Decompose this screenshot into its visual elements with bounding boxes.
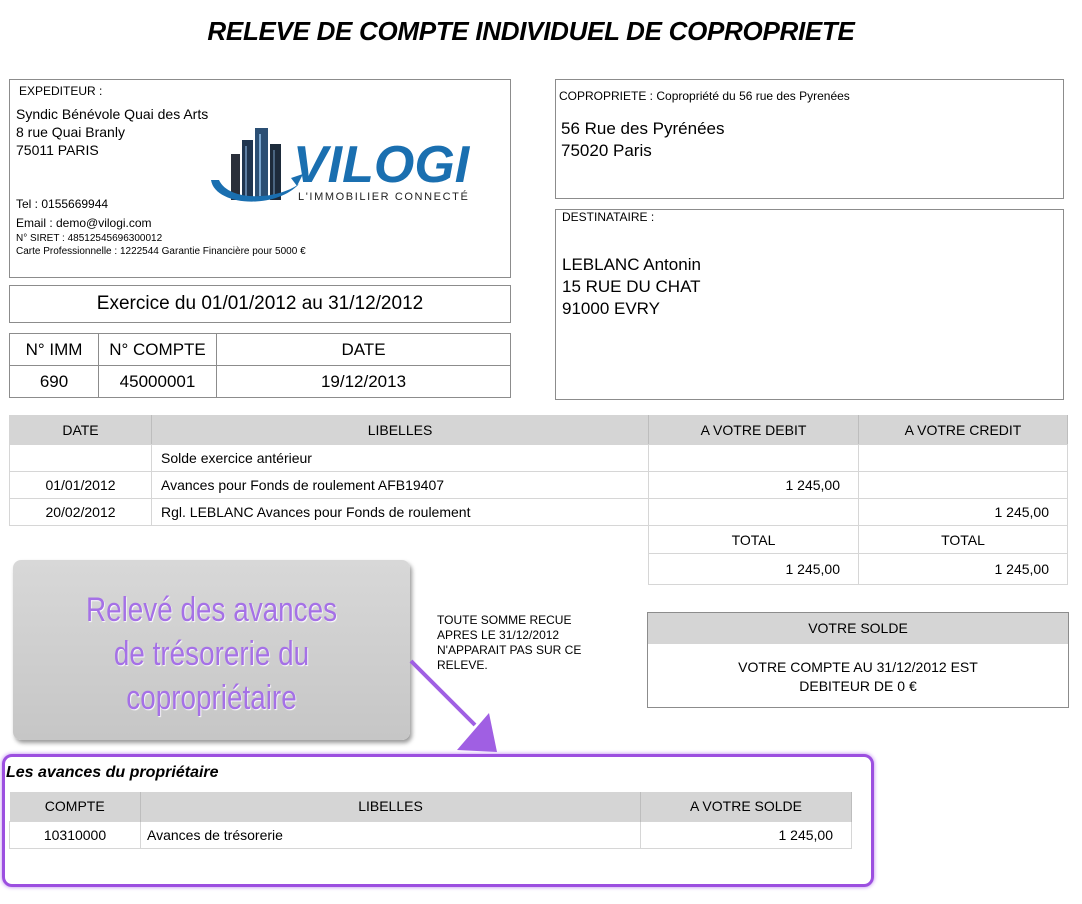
sender-street: 8 rue Quai Branly [16, 124, 125, 140]
row-date: 20/02/2012 [10, 499, 152, 526]
avances-libelle: Avances de trésorerie [141, 821, 641, 848]
avances-title: Les avances du propriétaire [6, 764, 219, 781]
avances-table [9, 792, 852, 849]
avances-header-libelles: LIBELLES [141, 792, 641, 821]
table-row [10, 821, 852, 848]
copro-label: COPROPRIETE : Copropriété du 56 rue des Pyrenées [559, 89, 850, 103]
row-credit: 1 245,00 [859, 499, 1068, 526]
sender-tel: Tel : 0155669944 [16, 197, 109, 211]
dest-city: 91000 EVRY [562, 299, 660, 318]
ref-value-compte: 45000001 [99, 366, 217, 398]
callout-text [49, 588, 375, 720]
ledger-header-credit: A VOTRE CREDIT [859, 416, 1068, 445]
vilogi-logo [205, 124, 511, 209]
ref-header-imm: N° IMM [10, 334, 99, 366]
exercise-period: Exercice du 01/01/2012 au 31/12/2012 [9, 285, 511, 323]
svg-text:VILOGI: VILOGI [293, 136, 470, 194]
dest-name: LEBLANC Antonin [562, 255, 701, 274]
ref-value-imm: 690 [10, 366, 99, 398]
solde-line-1: VOTRE COMPTE AU 31/12/2012 EST [738, 659, 978, 675]
notice-line-4: RELEVE. [437, 658, 488, 672]
document-title: RELEVE DE COMPTE INDIVIDUEL DE COPROPRIETE [207, 16, 855, 46]
ledger-header-date: DATE [10, 416, 152, 445]
total-label-debit: TOTAL [649, 526, 859, 554]
row-debit [649, 445, 859, 472]
notice-line-2: APRES LE 31/12/2012 [437, 628, 560, 642]
table-row [10, 445, 1068, 472]
reference-header-row [10, 334, 511, 366]
callout-line-3: copropriétaire [126, 679, 297, 717]
solde-body [648, 658, 1068, 696]
dest-label: DESTINATAIRE : [562, 210, 655, 224]
row-credit [859, 445, 1068, 472]
avances-header-row [10, 792, 852, 821]
avances-header-compte: COMPTE [10, 792, 141, 821]
sender-carte: Carte Professionnelle : 1222544 Garantie Financière pour 5000 € [16, 246, 306, 257]
solde-box [647, 612, 1069, 708]
copro-city: 75020 Paris [561, 141, 652, 160]
sender-email: Email : demo@vilogi.com [16, 216, 152, 230]
avances-solde: 1 245,00 [641, 821, 852, 848]
reference-value-row [10, 366, 511, 398]
ref-header-date: DATE [217, 334, 511, 366]
copropriete-box [555, 79, 1064, 199]
total-label-credit: TOTAL [859, 526, 1068, 554]
solde-line-2: DEBITEUR DE 0 € [799, 678, 917, 694]
row-debit [649, 499, 859, 526]
copro-street: 56 Rue des Pyrénées [561, 119, 725, 138]
svg-text:L'IMMOBILIER CONNECTÉ: L'IMMOBILIER CONNECTÉ [298, 191, 470, 203]
table-row [10, 499, 1068, 526]
sender-city: 75011 PARIS [16, 142, 99, 158]
ref-header-compte: N° COMPTE [99, 334, 217, 366]
sender-name: Syndic Bénévole Quai des Arts [16, 106, 209, 122]
sender-siret: N° SIRET : 48512545696300012 [16, 233, 163, 244]
ledger-header-row [10, 416, 1068, 445]
callout-box [13, 560, 410, 740]
notice-text [437, 613, 581, 673]
notice-line-1: TOUTE SOMME RECUE [437, 613, 572, 627]
notice-line-3: N'APPARAIT PAS SUR CE [437, 643, 582, 657]
row-libelle: Avances pour Fonds de roulement AFB19407 [152, 472, 649, 499]
total-debit: 1 245,00 [649, 554, 859, 585]
dest-address [562, 254, 701, 320]
row-date: 01/01/2012 [10, 472, 152, 499]
total-label-row [10, 526, 1068, 554]
solde-header: VOTRE SOLDE [648, 613, 1068, 644]
sender-box [9, 79, 511, 278]
copro-address [561, 118, 725, 162]
building-icon [231, 128, 281, 200]
ledger-header-debit: A VOTRE DEBIT [649, 416, 859, 445]
table-row [10, 472, 1068, 499]
dest-street: 15 RUE DU CHAT [562, 277, 701, 296]
ref-value-date: 19/12/2013 [217, 366, 511, 398]
row-debit: 1 245,00 [649, 472, 859, 499]
reference-table [9, 333, 511, 398]
ledger-header-libelles: LIBELLES [152, 416, 649, 445]
destinataire-box [555, 209, 1064, 400]
row-date [10, 445, 152, 472]
row-libelle: Rgl. LEBLANC Avances pour Fonds de roulement [152, 499, 649, 526]
callout-line-2: de trésorerie du [113, 635, 310, 673]
row-credit [859, 472, 1068, 499]
callout-line-1: Relevé des avances [85, 591, 338, 629]
row-libelle: Solde exercice antérieur [152, 445, 649, 472]
avances-compte: 10310000 [10, 821, 141, 848]
total-credit: 1 245,00 [859, 554, 1068, 585]
sender-label: EXPEDITEUR : [19, 84, 103, 98]
avances-header-solde: A VOTRE SOLDE [641, 792, 852, 821]
